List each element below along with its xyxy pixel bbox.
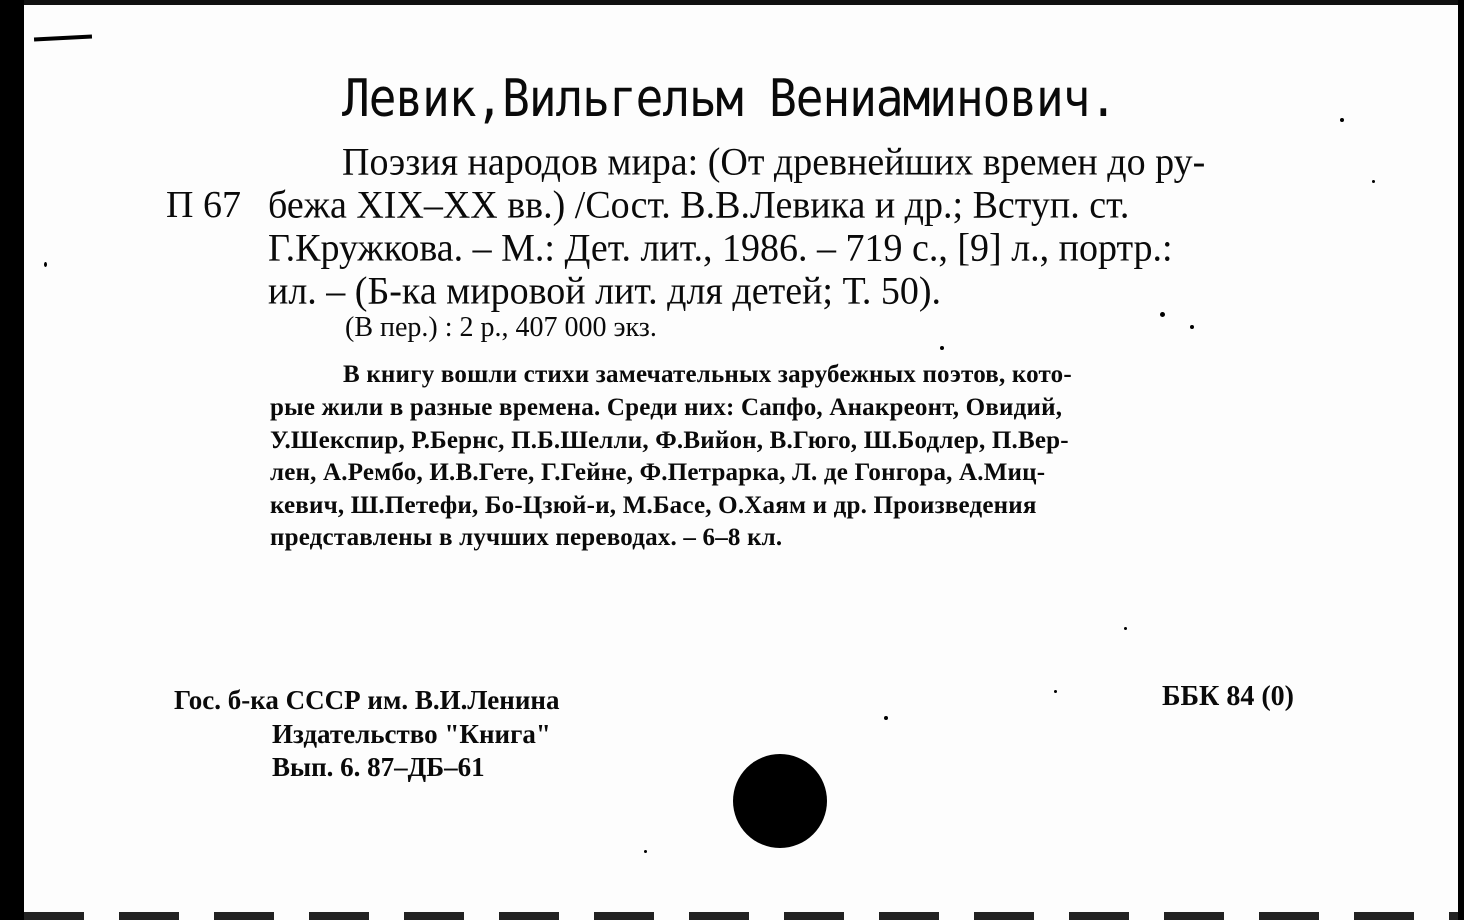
- shelfmark: П 67: [166, 184, 241, 226]
- annotation-line: рые жили в разные времена. Среди них: Сапфо, Анакреонт, Овидий,: [270, 394, 1063, 421]
- entry-line: бежа XIX–XX вв.) /Сост. В.В.Левика и др.; Вступ. ст.: [268, 184, 1130, 227]
- scan-border-top: [24, 0, 1458, 5]
- scan-speck: [884, 716, 888, 720]
- scan-speck: [1340, 118, 1344, 122]
- footer-publisher: Издательство "Книга": [272, 719, 551, 749]
- scan-speck: [1160, 312, 1165, 317]
- price-line: (В пер.) : 2 р., 407 000 экз.: [345, 312, 657, 343]
- scan-speck: [1054, 690, 1057, 693]
- punch-hole: [733, 754, 827, 848]
- annotation-line: представлены в лучших переводах. – 6–8 кл.: [270, 524, 783, 551]
- entry-line: ил. – (Б-ка мировой лит. для детей; Т. 50).: [268, 270, 942, 313]
- entry-line: Поэзия народов мира: (От древнейших времен до ру-: [342, 141, 1206, 184]
- annotation-line: лен, А.Рембо, И.В.Гете, Г.Гейне, Ф.Петрарка, Л. де Гонгора, А.Миц-: [270, 459, 1046, 486]
- scan-speck: [940, 346, 944, 350]
- author-heading: Левик,Вильгельм Вениаминович.: [342, 68, 1117, 129]
- scan-border-bottom: [24, 912, 1458, 920]
- scan-speck: [44, 262, 47, 267]
- bbk-classification: ББК 84 (0): [1162, 681, 1294, 712]
- scan-border-left: [0, 0, 24, 920]
- corner-mark: [34, 34, 92, 41]
- scan-speck: [1124, 627, 1127, 630]
- scan-speck: [1372, 180, 1375, 183]
- scan-border-right: [1458, 0, 1464, 920]
- entry-line: Г.Кружкова. – М.: Дет. лит., 1986. – 719 с., [9] л., портр.:: [268, 227, 1173, 270]
- annotation-line: кевич, Ш.Петефи, Бо-Цзюй-и, М.Басе, О.Хаям и др. Произведения: [270, 492, 1037, 519]
- scan-speck: [1190, 325, 1194, 329]
- scan-speck: [644, 850, 647, 853]
- footer-library: Гос. б-ка СССР им. В.И.Ленина: [174, 685, 560, 715]
- annotation-line: В книгу вошли стихи замечательных зарубежных поэтов, кото-: [343, 361, 1072, 388]
- footer-issue: Вып. 6. 87–ДБ–61: [272, 752, 485, 782]
- annotation-line: У.Шекспир, Р.Бернс, П.Б.Шелли, Ф.Вийон, В.Гюго, Ш.Бодлер, П.Вер-: [270, 427, 1069, 454]
